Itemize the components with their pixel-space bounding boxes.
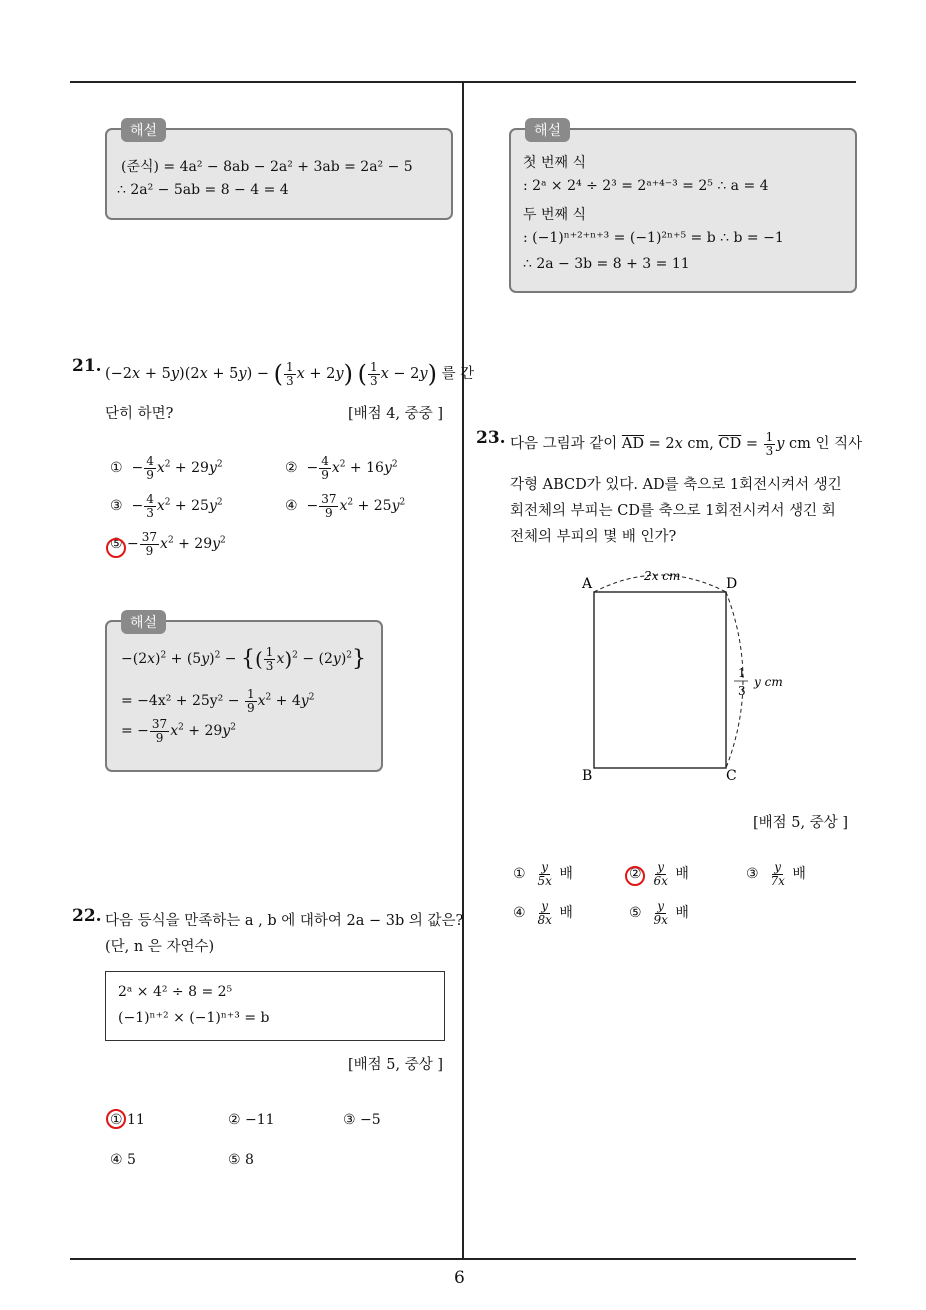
choice-3[interactable]: ③ $\frac{y}{7x}$ 배 bbox=[746, 860, 806, 888]
question-number: 22. bbox=[72, 906, 102, 926]
question-number: 21. bbox=[72, 356, 102, 376]
solution-line: ∴ 2a² − 5ab = 8 − 4 = 4 bbox=[117, 182, 289, 198]
score: [배점 4, 중중 ] bbox=[348, 406, 444, 422]
choice-1[interactable]: ① − $\frac{4}{9}$ $x^2 + 29y^2$ bbox=[110, 454, 223, 482]
vertex-label-a: A bbox=[582, 576, 593, 592]
choice-4[interactable]: ④ − $\frac{37}{9}$ $x^2 + 25y^2$ bbox=[285, 492, 406, 520]
solution-box-20 bbox=[105, 123, 453, 220]
choice-3[interactable]: ③ −5 bbox=[343, 1112, 381, 1128]
top-dimension-label: 2x cm bbox=[644, 569, 681, 583]
solution-tag: 해설 bbox=[121, 118, 166, 142]
vertex-label-c: C bbox=[726, 768, 737, 784]
choice-2[interactable]: ② −11 bbox=[228, 1112, 275, 1128]
score: [배점 5, 중상 ] bbox=[348, 1057, 444, 1073]
choice-1[interactable]: ① $\frac{y}{5x}$ 배 bbox=[513, 860, 573, 888]
answer-mark bbox=[106, 1109, 126, 1129]
answer-mark bbox=[625, 866, 645, 886]
choice-2[interactable]: ② − $\frac{4}{9}$ $x^2 + 16y^2$ bbox=[285, 454, 398, 482]
solution-line: : (−1)ⁿ⁺²⁺ⁿ⁺³ = (−1)²ⁿ⁺⁵ = b ∴ b = −1 bbox=[523, 230, 784, 246]
condition-line: (−1)ⁿ⁺² × (−1)ⁿ⁺³ = b bbox=[118, 1010, 270, 1026]
solution-box-22 bbox=[509, 123, 857, 293]
question-text: 전체의 부피의 몇 배 인가? bbox=[510, 529, 677, 545]
solution-tag: 해설 bbox=[121, 610, 166, 634]
choice-3[interactable]: ③ − $\frac{4}{3}$ $x^2 + 25y^2$ bbox=[110, 492, 223, 520]
solution-line: (준식) = 4a² − 8ab − 2a² + 3ab = 2a² − 5 bbox=[121, 159, 413, 175]
condition-box bbox=[105, 971, 445, 1041]
solution-tag: 해설 bbox=[525, 118, 570, 142]
question-text: 각형 ABCD가 있다. AD를 축으로 1회전시켜서 생긴 bbox=[510, 477, 842, 493]
choice-5[interactable]: ⑤ 8 bbox=[228, 1152, 254, 1168]
solution-line: = −4x² + 25y² − $\frac{1}{9}$ $x^2 + 4y^2$ bbox=[121, 687, 315, 715]
bottom-rule bbox=[70, 1258, 856, 1260]
question-text: 회전체의 부피는 CD를 축으로 1회전시켜서 생긴 회 bbox=[510, 503, 836, 519]
side-dimension-num: 1 bbox=[738, 666, 746, 680]
solution-line: ∴ 2a − 3b = 8 + 3 = 11 bbox=[523, 256, 690, 272]
solution-box-21 bbox=[105, 615, 383, 772]
answer-mark bbox=[106, 538, 126, 558]
page-number: 6 bbox=[454, 1268, 465, 1288]
solution-line: $-(2x)^2 + (5y)^2$ − {( $\frac{1}{3}$ $x)^2 - (2y)^2$} bbox=[121, 645, 367, 673]
question-text: (단, n 은 자연수) bbox=[105, 939, 215, 955]
choice-5[interactable]: ⑤ $\frac{y}{9x}$ 배 bbox=[629, 899, 689, 927]
solution-line: = − $\frac{37}{9}$ $x^2 + 29y^2$ bbox=[121, 717, 236, 745]
rectangle-figure bbox=[570, 560, 800, 790]
vertex-label-b: B bbox=[582, 768, 593, 784]
side-dimension-unit: y cm bbox=[754, 675, 783, 689]
choice-4[interactable]: ④ 5 bbox=[110, 1152, 136, 1168]
condition-line: 2ᵃ × 4² ÷ 8 = 2⁵ bbox=[118, 984, 233, 1000]
question-expression: (−2x + 5y)(2x + 5y) − ( $\frac{1}{3}$ x + 2y) ( $\frac{1}{3}$ x − 2y) 를 간 bbox=[105, 359, 475, 388]
choice-1[interactable]: ① 11 bbox=[110, 1112, 145, 1128]
solution-line: 두 번째 식 bbox=[523, 207, 586, 223]
score: [배점 5, 중상 ] bbox=[753, 815, 849, 831]
question-number: 23. bbox=[476, 428, 506, 448]
vertex-label-d: D bbox=[726, 576, 738, 592]
solution-line: : 2ᵃ × 2⁴ ÷ 2³ = 2ᵃ⁺⁴⁻³ = 2⁵ ∴ a = 4 bbox=[523, 178, 769, 194]
dimension-arc-side bbox=[726, 592, 743, 768]
choice-4[interactable]: ④ $\frac{y}{8x}$ 배 bbox=[513, 899, 573, 927]
column-divider bbox=[462, 83, 464, 1259]
choice-5[interactable]: ⑤ − $\frac{37}{9}$ $x^2 + 29y^2$ bbox=[110, 530, 226, 558]
question-text: 다음 그림과 같이 $\overline{AD} = 2x$ cm, $\overline{CD}$ = $\frac{1}{3}$ y cm 인 직사 bbox=[510, 430, 863, 458]
choice-2[interactable]: ② $\frac{y}{6x}$ 배 bbox=[629, 860, 689, 888]
question-text: 다음 등식을 만족하는 a , b 에 대하여 2a − 3b 의 값은? bbox=[105, 913, 464, 929]
question-text: 단히 하면? bbox=[105, 406, 174, 422]
question-text: 를 간 bbox=[441, 366, 475, 382]
rectangle-abcd bbox=[594, 592, 726, 768]
solution-line: 첫 번째 식 bbox=[523, 155, 586, 171]
side-dimension-den: 3 bbox=[738, 684, 746, 698]
